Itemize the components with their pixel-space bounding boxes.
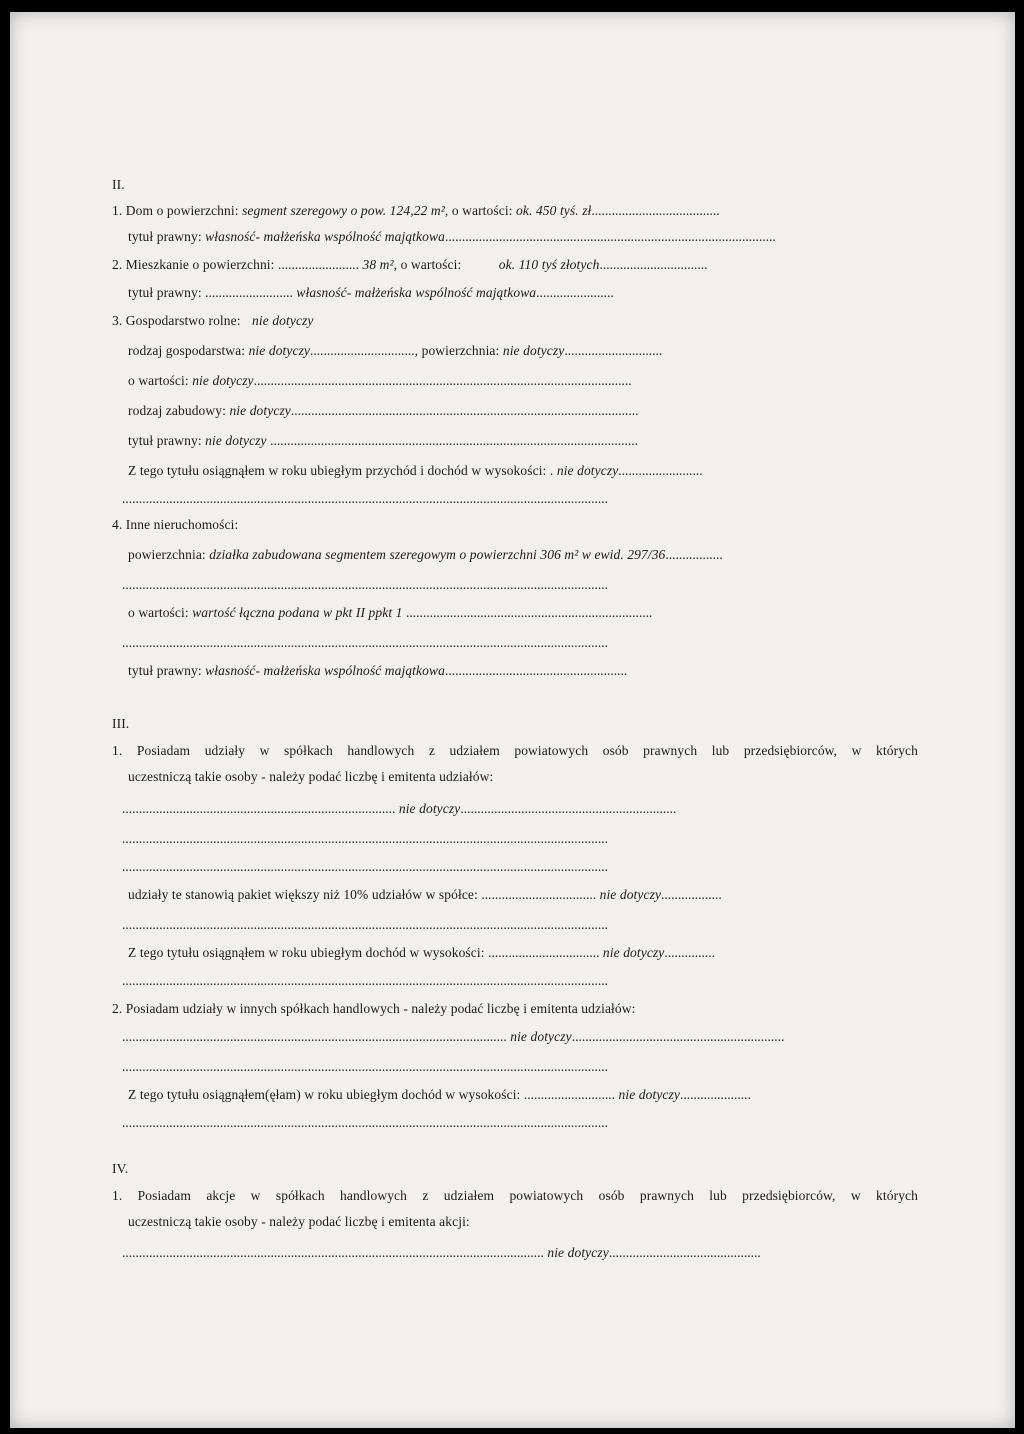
shares-text-line1: 1. Posiadam udziały w spółkach handlowych z udziałem powiatowych osób prawnych lub przedsiębiorców, w których [112,743,918,758]
stocks-dots2: ............................................. [608,1245,761,1260]
farm-income-value: nie dotyczy [556,463,619,478]
farm-line [112,312,314,330]
other-blank-dots-2: ................................................................................................................................................ [122,635,608,650]
house-label: 1. Dom o powierzchni: [112,203,239,218]
shares-packet-dots1: .................................. [481,887,597,902]
house-title-line [128,228,918,246]
flat-worth: ok. 110 tyś złotych [498,257,600,272]
shares-dots1: ................................................................................. [122,801,396,816]
other-worth-label: o wartości: [128,605,189,620]
farm-worth-label: o wartości: [128,373,189,388]
shares-blank-dots-1: ................................................................................................................................................ [122,831,608,846]
farm-title-line [128,432,908,450]
farm-title-value: nie dotyczy [205,433,267,448]
farm-label: 3. Gospodarstwo rolne: [112,313,241,328]
house-line [112,202,922,220]
shares-packet-label: udziały te stanowią pakiet większy niż 10% udziałów w spółce: [128,887,478,902]
other-title-line [128,662,918,680]
farm-blank-dots: ................................................................................................................................................ [122,491,608,506]
shares-income-label: Z tego tytułu osiągnąłem w roku ubiegłym dochód w wysokości: [128,945,485,960]
flat-title-dots1: .......................... [205,285,293,300]
farm-type-line [128,342,888,360]
other-shares-blank-dots-2: ................................................................................................................................................ [122,1115,608,1130]
flat-label: 2. Mieszkanie o powierzchni: [112,257,275,272]
farm-area-value: nie dotyczy [502,343,565,358]
other-property-label: 4. Inne nieruchomości: [112,517,239,532]
flat-title-label: tytuł prawny: [128,285,202,300]
other-area-dots: ................. [665,547,723,562]
section-ii-heading: II. [112,177,125,192]
document-content [10,12,1015,1428]
other-worth-value: wartość łączna podana w pkt II ppkt 1 [192,605,403,620]
other-shares-income-dots2: ..................... [679,1087,751,1102]
other-shares-text: 2. Posiadam udziały w innych spółkach handlowych - należy podać liczbę i emitenta udziałów: [112,1001,636,1016]
other-area-line [128,546,888,564]
farm-area-label: , powierzchnia: [414,343,500,358]
farm-build-dots: ....................................................................................................... [290,403,639,418]
stocks-value-line [122,1244,887,1262]
house-value-label: , o wartości: [444,203,513,218]
other-area-value: działka zabudowana segmentem szeregowym o powierzchni 306 m² w ewid. 297/36 [209,547,666,562]
flat-dots2: ................................ [599,257,708,272]
flat-title-value: własność- małżeńska wspólność majątkowa [296,285,537,300]
other-shares-blank-dots-1: ................................................................................................................................................ [122,1059,608,1074]
stocks-value: nie dotyczy [547,1245,609,1260]
shares-text-line2: uczestniczą takie osoby - należy podać liczbę i emitenta udziałów: [128,769,494,784]
farm-build-value: nie dotyczy [229,403,291,418]
shares-blank-dots-3: ................................................................................................................................................ [122,917,608,932]
farm-worth-value: nie dotyczy [192,373,254,388]
other-title-value: własność- małżeńska wspólność majątkowa [205,663,445,678]
flat-title-dots2: ....................... [536,285,614,300]
other-worth-line [128,604,918,622]
shares-blank-dots-2: ................................................................................................................................................ [122,859,608,874]
shares-blank-dots-4: ................................................................................................................................................ [122,973,608,988]
house-title-label: tytuł prawny: [128,229,202,244]
other-blank-dots-1: ................................................................................................................................................ [122,577,608,592]
farm-area-dots: ............................. [564,343,663,358]
other-shares-income-dots1: ........................... [523,1087,616,1102]
shares-income-dots1: ................................. [488,945,600,960]
farm-worth-line [128,372,893,390]
stocks-dots1: ............................................................................................................................. [122,1245,544,1260]
section-iv-heading: IV. [112,1161,129,1176]
other-shares-income-line [128,1086,913,1104]
flat-title-line [128,284,918,302]
other-shares-value: nie dotyczy [510,1029,572,1044]
shares-packet-line [128,886,913,904]
flat-dots1: ........................ [277,257,359,272]
farm-title-dots: ............................................................................................................. [270,433,638,448]
farm-type-value: nie dotyczy [248,343,311,358]
shares-packet-value: nie dotyczy [599,887,662,902]
stocks-text-line2: uczestniczą takie osoby - należy podać liczbę i emitenta akcji: [128,1214,470,1229]
farm-title-label: tytuł prawny: [128,433,202,448]
farm-value: nie dotyczy [252,313,314,328]
document-page [10,12,1015,1428]
flat-value: 38 m² [362,257,394,272]
house-title-value: własność- małżeńska wspólność majątkowa [205,229,445,244]
other-area-label: powierzchnia: [128,547,206,562]
shares-value: nie dotyczy [398,801,461,816]
farm-worth-dots: ................................................................................................................ [253,373,632,388]
flat-value-label: , o wartości: [393,257,462,272]
stocks-text-line1: 1. Posiadam akcje w spółkach handlowych z udziałem powiatowych osób prawnych lub przedsiębiorców, w których [112,1188,918,1203]
other-shares-value-line [122,1028,917,1046]
shares-packet-dots2: .................. [661,887,722,902]
other-shares-dots2: ............................................................... [571,1029,785,1044]
other-title-dots: ...................................................... [444,663,628,678]
house-value: segment szeregowy o pow. 124,22 m² [242,203,445,218]
house-worth: ok. 450 tyś. zł [516,203,592,218]
farm-build-line [128,402,893,420]
house-title-dots: .................................................................................................. [444,229,776,244]
farm-income-label: Z tego tytułu osiągnąłem w roku ubiegłym przychód i dochód w wysokości: . [128,463,554,478]
shares-income-value: nie dotyczy [602,945,665,960]
other-shares-dots1: .................................................................................................................. [122,1029,507,1044]
shares-dots2: ................................................................ [460,801,677,816]
section-iii-heading: III. [112,716,130,731]
other-shares-income-label: Z tego tytułu osiągnąłem(ęłam) w roku ubiegłym dochód w wysokości: [128,1087,521,1102]
farm-income-line [128,462,853,480]
shares-income-line [128,944,878,962]
shares-income-dots2: ............... [664,945,715,960]
farm-income-dots: ......................... [618,463,703,478]
farm-type-label: rodzaj gospodarstwa: [128,343,246,358]
flat-line [112,256,922,274]
other-worth-dots: ......................................................................... [406,605,653,620]
farm-build-label: rodzaj zabudowy: [128,403,226,418]
other-shares-income-value: nie dotyczy [618,1087,680,1102]
other-title-label: tytuł prawny: [128,663,202,678]
shares-value-line [122,800,917,818]
house-dots: ...................................... [591,203,720,218]
farm-type-dots: ............................... [310,343,415,358]
